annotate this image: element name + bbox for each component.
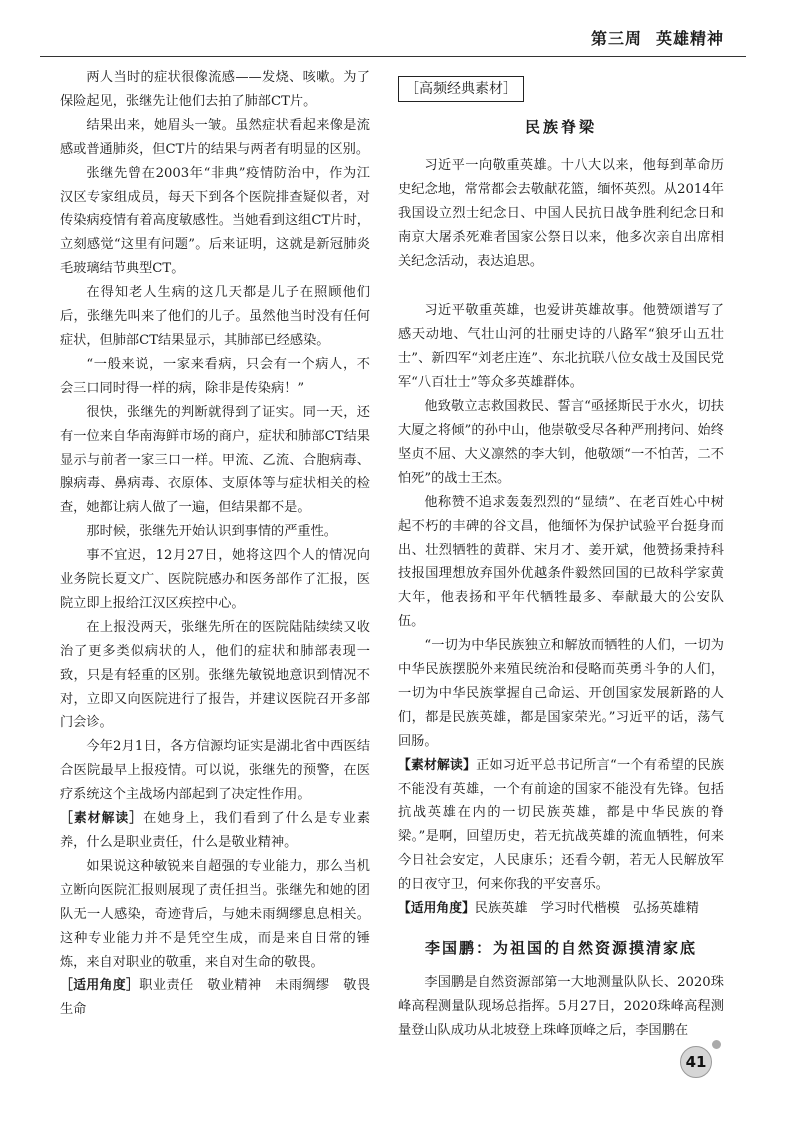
left-paragraph: 如果说这种敏锐来自超强的专业能力，那么当机立断向医院汇报则展现了责任担当。张继先和她的团队无一人感染，奇迹背后，与她未雨绸缪息息相关。这种专业能力并不是凭空生成，而是来自日常的锤炼，来自对职业的敬重，来自对生命的敬畏。 — [60, 858, 370, 970]
right-paragraph: 他称赞不追求轰轰烈烈的“显绩”、在老百姓心中树起不朽的丰碑的谷文昌，他缅怀为保护试验平台挺身而出、壮烈牺牲的黄群、宋月才、姜开斌，他赞扬秉持科技报国理想放弃国外优越条件毅然回国的已故科学家黄大年，他表扬和平年代牺牲最多、奉献最大的公安队伍。 — [398, 494, 724, 630]
angles-text: 职业责任 敬业精神 未雨绸缪 敬畏生命 — [60, 978, 371, 1018]
header-rule — [40, 56, 746, 57]
left-paragraph: 张继先曾在2003年“非典”疫情防治中，作为江汉区专家组成员，每天下到各个医院排查疑似者，对传染病疫情有着高度敏感性。当她看到这组CT片时，立刻感觉“这里有问题”。后来证明，这就是新冠肺炎毛玻璃结节典型CT。 — [60, 165, 370, 277]
left-paragraph: 在上报没两天，张继先所在的医院陆陆续续又收治了更多类似病状的人，他们的症状和肺部表现一致，只是有轻重的区别。张继先敏锐地意识到情况不对，立即又向医院进行了报告，并建议医院召开多部门会诊。 — [60, 619, 370, 731]
left-paragraph: 那时候，张继先开始认识到事情的严重性。 — [86, 524, 337, 540]
angles-text: 民族英雄 学习时代楷模 弘扬英雄精 — [474, 901, 699, 917]
left-paragraph: 很快，张继先的判断就得到了证实。同一天，还有一位来自华南海鲜市场的商户，症状和肺部CT结果显示与前者一家三口一样。甲流、乙流、合胞病毒、腺病毒、鼻病毒、衣原体、支原体等与症状相关的检查，她都让病人做了一遍，但结果都不是。 — [60, 404, 370, 516]
right-paragraph: “一切为中华民族独立和解放而牺牲的人们，一切为中华民族摆脱外来殖民统治和侵略而英勇斗争的人们，一切为中华民族掌握自己命运、开创国家发展新路的人们，都是民族英雄，都是国家荣光。”习近平的话，荡气回肠。 — [398, 638, 724, 749]
left-applicable-angles — [60, 974, 370, 1022]
decorative-dot — [712, 1040, 721, 1049]
left-paragraph: 两人当时的症状很像流感——发烧、咳嗽。为了保险起见，张继先让他们去拍了肺部CT片。 — [60, 70, 370, 109]
page-number: 41 — [680, 1046, 712, 1078]
spacer — [398, 273, 724, 299]
interpretation-text: 正如习近平总书记所言“一个有希望的民族不能没有英雄，一个有前途的国家不能没有先锋。包括抗战英雄在内的一切民族英雄，都是中华民族的脊梁。”是啊，回望历史，若无抗战英雄的流血牺牲，何来今日社会安定，人民康乐；还看今朝，若无人民解放军的日夜守卫，何来你我的平安喜乐。 — [398, 757, 724, 893]
interpretation-text: 在她身上，我们看到了什么是专业素养，什么是职业责任，什么是敬业精神。 — [60, 811, 371, 850]
header-week: 第三周 — [590, 29, 642, 48]
header-theme: 英雄精神 — [655, 29, 724, 48]
left-paragraph: 事不宜迟，12月27日，她将这四个人的情况向业务院长夏文广、医院院感办和医务部作了汇报，医院立即上报给江汉区疾控中心。 — [60, 548, 370, 611]
left-column — [60, 66, 370, 1022]
left-material-interpretation — [60, 807, 370, 855]
angles-tag: ［适用角度］ — [60, 978, 140, 994]
interpretation-tag: 【素材解读】 — [398, 757, 477, 773]
left-paragraph: 在得知老人生病的这几天都是儿子在照顾他们后，张继先叫来了他们的儿子。虽然他当时没有任何症状，但肺部CT结果显示，其肺部已经感染。 — [60, 285, 370, 348]
right-material-interpretation — [398, 754, 724, 897]
left-paragraph: “一般来说，一家来看病，只会有一个病人，不会三口同时得一样的病，除非是传染病！” — [60, 356, 370, 396]
running-header — [591, 26, 724, 49]
left-paragraph: 结果出来，她眉头一皱。虽然症状看起来像是流感或普通肺炎，但CT片的结果与两者有明显的区别。 — [60, 117, 370, 157]
right-paragraph: 他致敬立志救国救民、誓言“亟拯斯民于水火，切扶大厦之将倾”的孙中山，他崇敬受尽各种严刑拷问、始终坚贞不屈、大义凛然的李大钊，他敬颂“一不怕苦，二不怕死”的战士王杰。 — [398, 399, 724, 486]
right-paragraph: 习近平敬重英雄，也爱讲英雄故事。他赞颂谱写了感天动地、气壮山河的壮丽史诗的八路军“狼牙山五壮士”、新四军“刘老庄连”、东北抗联八位女战士及国民党军“八百壮士”等众多英雄群体。 — [398, 303, 724, 391]
section-title: 李国鹏：为祖国的自然资源摸清家底 — [424, 939, 697, 957]
interpretation-tag: ［素材解读］ — [60, 811, 144, 827]
right-paragraph: 习近平一向敬重英雄。十八大以来，他每到革命历史纪念地，常常都会去敬献花篮，缅怀英烈。从2014年我国设立烈士纪念日、中国人民抗日战争胜利纪念日和南京大屠杀死难者国家公祭日以来，他多次亲自出席相关纪念活动，表达追思。 — [398, 157, 724, 269]
section-title: 民族脊梁 — [524, 118, 597, 136]
right-column — [398, 66, 724, 1043]
left-paragraph: 今年2月1日，各方信源均证实是湖北省中西医结合医院最早上报疫情。可以说，张继先的预警，在医疗系统这个主战场内部起到了决定性作用。 — [60, 739, 370, 803]
right-paragraph: 李国鹏是自然资源部第一大地测量队队长、2020珠峰高程测量队现场总指挥。5月27日，2020珠峰高程测量登山队成功从北坡登上珠峰顶峰之后，李国鹏在 — [398, 974, 724, 1038]
angles-tag: 【适用角度】 — [398, 901, 475, 917]
section-box-label: ［高频经典素材］ — [398, 76, 524, 102]
right-applicable-angles — [398, 897, 724, 921]
